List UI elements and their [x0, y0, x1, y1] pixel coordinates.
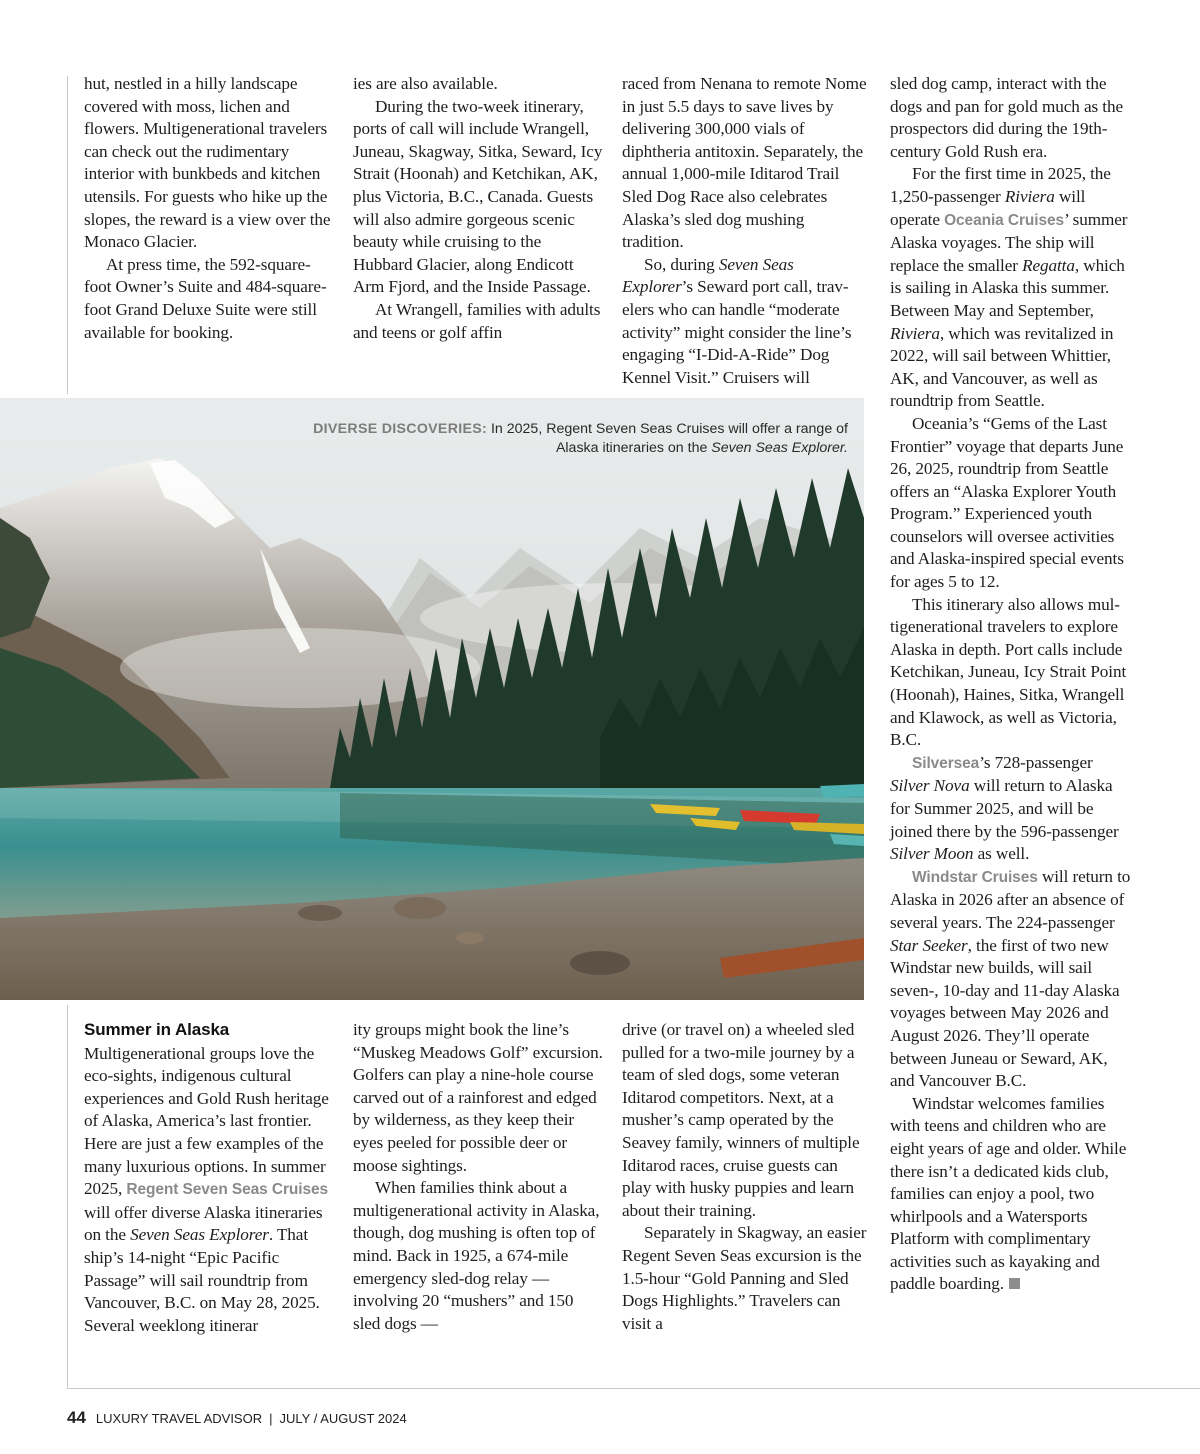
ship-name: Seven Seas Explorer — [622, 254, 794, 297]
footer-separator: | — [269, 1411, 273, 1426]
issue-date: JULY / AUGUST 2024 — [279, 1411, 407, 1426]
page-number: 44 — [67, 1408, 86, 1427]
paragraph: At press time, the 592-square-foot Owner’s Suite and 484-square-foot Grand Deluxe Suite were still available for booking. — [84, 254, 327, 342]
paragraph: This itinerary also allows multigenerational travelers to explore Alaska in depth. Port calls include Ketchikan, Juneau, Icy Strait Point (Hoonah), Haines, Sitka, Wrangell and Klawock, as well as Victoria, B.C. — [890, 594, 1127, 750]
brand-regent-seven-seas: Regent Seven Seas Cruises — [126, 1181, 329, 1199]
paragraph: When families think about a multigenerational activity in Alaska, though, dog mushing is often top of mind. Back in 1925, a 674-mile emergency sled-dog relay — involving 20 “mushers” and 150 sled dogs — — [353, 1178, 600, 1333]
brand-windstar-cruises: Windstar Cruises — [912, 868, 1038, 886]
column-2-top — [353, 73, 603, 344]
paragraph: Oceania’s “Gems of the Last Frontier” voyage that departs June 26, 2025, roundtrip from Seattle offers an “Alaska Explorer Youth Program.” Experienced youth counselors will oversee activities and Alaska-inspired special events for ages 5 to 12. — [890, 413, 1124, 592]
landscape-illustration — [0, 398, 864, 1000]
paragraph: For the first time in 2025, the 1,250-passenger Riviera will operate Oceania Cruises’ summer Alaska voyages. The ship will replace the smaller Regatta, which is sailing in Alaska this summer. Between May and September, Riviera, which was revitalized in 2022, will sail between Whittier, AK, and Vancouver, as well as roundtrip from Seattle. — [890, 164, 1128, 411]
paragraph: Windstar Cruises will return to Alaska in 2026 after an absence of several years. The 224-passenger Star Seeker, the first of two new Windstar new builds, will sail seven-, 10-day and 11-day Alaska voyages between May 2026 and August 2026. They’ll operate between Juneau or Seward, AK, and Vancouver B.C. — [890, 866, 1131, 1091]
column-1-top — [84, 73, 336, 344]
column-4 — [890, 73, 1136, 1296]
publication-name: LUXURY TRAVEL ADVISOR — [95, 1411, 263, 1426]
lake-mountain-photo — [0, 398, 864, 1000]
paragraph: At Wrangell, families with adults and teens or golf affin — [353, 299, 601, 342]
paragraph: ity groups might book the line’s “Muskeg Meadows Golf” excursion. Golfers can play a nine-hole course carved out of a rainforest and edged by wilderness, as they keep their eyes peeled for possible deer or moose sightings. — [353, 1020, 603, 1175]
column-3-top — [622, 73, 868, 389]
paragraph: Multigenerational groups love the eco-sights, indigenous cultural experiences and Gold Rush heritage of Alaska, America’s last frontier. Here are just a few examples of the many luxurious options. In summer 2025, Regent Seven Seas Cruises will offer diverse Alaska itineraries on the Seven Seas Explorer. That ship’s 14-night “Epic Pacific Passage” will sail roundtrip from Vancouver, B.C. on May 28, 2025. Several weeklong itinerar — [84, 1043, 329, 1335]
paragraph: hut, nestled in a hilly landscape covered with moss, lichen and flowers. Multigenerational travelers can check out the rudimentary interior with bunkbeds and kitchen utensils. For guests who hike up the slopes, the reward is a view over the Monaco Glacier. — [84, 74, 331, 252]
the-footer — [67, 1408, 407, 1428]
paragraph: ies are also available. — [353, 74, 498, 93]
footer-rule — [67, 1388, 1200, 1389]
section-heading: Summer in Alaska — [84, 1020, 230, 1039]
paragraph: raced from Nenana to remote Nome in just 5.5 days to save lives by delivering 300,000 vials of diphtheria antitoxin. Separately, the annual 1,000-mile Iditarod Trail Sled Dog Race also celebrates Alaska’s sled dog mushing tradition. — [622, 74, 867, 252]
caption-lead: DIVERSE DISCOVERIES: — [313, 421, 488, 437]
paragraph: Windstar welcomes families with teens and children who are eight years of age and older. While there isn’t a dedicated kids club, families can enjoy a pool, two whirlpools and a Watersports Platform with complimentary activities such as kayaking and paddle boarding. — [890, 1093, 1127, 1294]
column-3-bottom — [622, 1019, 868, 1335]
column-rule-bottom — [67, 1005, 68, 1388]
paragraph: So, during Seven Seas Explorer’s Seward port call, travelers who can handle “moderate activity” might consider the line’s engaging “I-Did-A-Ride” Dog Kennel Visit.” Cruisers will — [622, 254, 852, 387]
paragraph: Silversea’s 728-passenger Silver Nova will return to Alaska for Summer 2025, and will be joined there by the 596-passenger Silver Moon as well. — [890, 752, 1119, 864]
paragraph: drive (or travel on) a wheeled sled pulled for a two-mile journey by a team of sled dogs, some veteran Iditarod competitors. Next, at a musher’s camp operated by the Seavey family, winners of multiple Iditarod races, cruise guests can play with husky puppies and learn about their training. — [622, 1020, 860, 1220]
column-1-bottom — [84, 1019, 336, 1337]
end-mark-icon — [1009, 1278, 1020, 1289]
brand-oceania-cruises: Oceania Cruises — [944, 211, 1065, 229]
column-rule-top — [67, 76, 68, 394]
paragraph: Separately in Skagway, an easier Regent Seven Seas excursion is the 1.5-hour “Gold Panning and Sled Dogs Highlights.” Travelers can visit a — [622, 1223, 867, 1333]
brand-silversea: Silversea — [912, 754, 980, 772]
paragraph: During the two-week itinerary, ports of call will include Wrangell, Juneau, Skagway, Sitka, Seward, Icy Strait (Hoonah) and Ketchikan, AK, plus Victoria, B.C., Canada. Guests will also admire gorgeous scenic beauty while cruising to the Hubbard Glacier, along Endicott Arm Fjord, and the Inside Passage. — [353, 96, 603, 297]
photo-caption: DIVERSE DISCOVERIES: In 2025, Regent Seven Seas Cruises will offer a range of Alaska itineraries on the Seven Seas Explorer. — [313, 421, 848, 456]
column-2-bottom — [353, 1019, 603, 1335]
paragraph: sled dog camp, interact with the dogs and pan for gold much as the prospectors did during the 19th-century Gold Rush era. — [890, 74, 1123, 161]
